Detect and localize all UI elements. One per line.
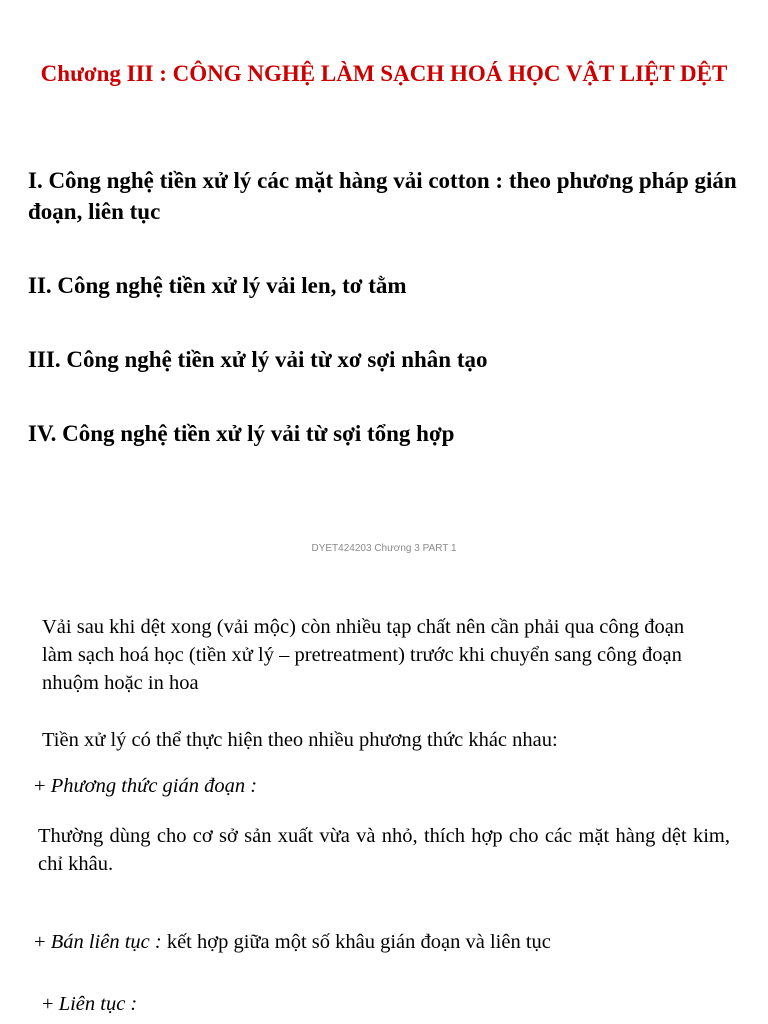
- chapter-title: Chương III : CÔNG NGHỆ LÀM SẠCH HOÁ HỌC VẬT LIỆT DỆT: [40, 61, 728, 86]
- section-heading-1: I. Công nghệ tiền xử lý các mặt hàng vải cotton : theo phương pháp gián đoạn, liên tục: [28, 168, 737, 224]
- methods-intro: Tiền xử lý có thể thực hiện theo nhiều phương thức khác nhau:: [42, 729, 558, 751]
- method-description: kết hợp giữa một số khâu gián đoạn và liên tục: [161, 931, 551, 953]
- method-continuous: [42, 990, 742, 1018]
- bullet-plus: +: [34, 931, 46, 953]
- method-name: Bán liên tục :: [50, 931, 162, 953]
- discontinuous-description: Thường dùng cho cơ sở sản xuất vừa và nhỏ, thích hợp cho các mặt hàng dệt kim, chỉ khâu.: [38, 825, 730, 875]
- section-heading-2: II. Công nghệ tiền xử lý vải len, tơ tằm: [28, 273, 407, 298]
- method-name: Liên tục :: [58, 993, 138, 1015]
- method-semi-continuous: [34, 928, 734, 956]
- slide-footer: DYET424203 Chương 3 PART 1: [311, 543, 457, 554]
- section-heading-3: III. Công nghệ tiền xử lý vải từ xơ sợi nhân tạo: [28, 347, 488, 372]
- method-name: Phương thức gián đoạn :: [50, 775, 258, 797]
- section-heading-4: IV. Công nghệ tiền xử lý vải từ sợi tổng hợp: [28, 421, 455, 446]
- bullet-plus: +: [42, 993, 54, 1015]
- bullet-plus: +: [34, 775, 46, 797]
- method-discontinuous: [34, 772, 734, 800]
- intro-paragraph: Vải sau khi dệt xong (vải mộc) còn nhiều tạp chất nên cần phải qua công đoạn làm sạch hoá học (tiền xử lý – pretreatment) trước khi chuyển sang công đoạn nhuộm hoặc in hoa: [42, 616, 685, 694]
